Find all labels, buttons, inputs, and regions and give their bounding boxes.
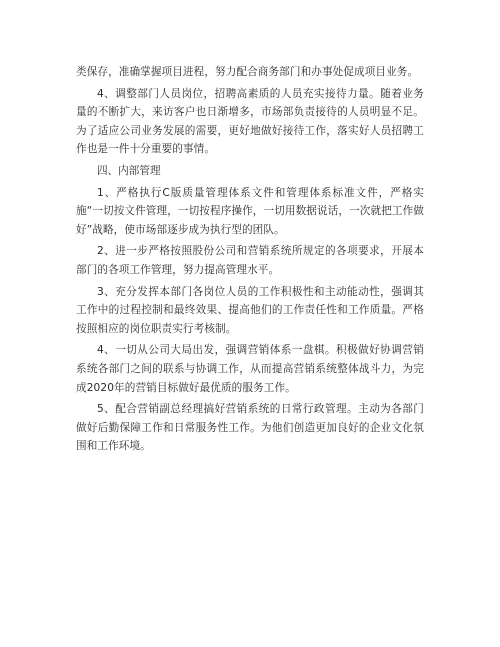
paragraph-item-1: 1、严格执行C版质量管理体系文件和管理体系标准文件，严格实施“一切按文件管理，一切按程序操作，一切用数据说话，一次就把工作做好”战略，使市场部逐步成为执行型的团队。 <box>76 186 424 236</box>
paragraph-item-4-staffing: 4、调整部门人员岗位，招聘高素质的人员充实接待力量。随着业务量的不断扩大，来访客户也日渐增多，市场部负责接待的人员明显不足。为了适应公司业务发展的需要，更好地做好接待工作，落实好人员招聘工作也是一件十分重要的事情。 <box>76 87 424 156</box>
paragraph-item-3: 3、充分发挥本部门各岗位人员的工作积极性和主动能动性，强调其工作中的过程控制和最终效果、提高他们的工作责任性和工作质量。严格按照相应的岗位职责实行考核制。 <box>76 285 424 335</box>
paragraph-item-5: 5、配合营销副总经理搞好营销系统的日常行政管理。主动为各部门做好后勤保障工作和日常服务性工作。为他们创造更加良好的企业文化氛围和工作环境。 <box>76 403 424 453</box>
paragraph-item-4: 4、一切从公司大局出发，强调营销体系一盘棋。积极做好协调营销系统各部门之间的联系与协调工作，从而提高营销系统整体战斗力，为完成2020年的营销目标做好最优质的服务工作。 <box>76 344 424 394</box>
paragraph-item-2: 2、进一步严格按照股份公司和营销系统所规定的各项要求，开展本部门的各项工作管理，努力提高管理水平。 <box>76 245 424 276</box>
section-heading-internal-management: 四、内部管理 <box>97 164 161 177</box>
paragraph-continuation: 类保存，准确掌握项目进程，努力配合商务部门和办事处促成项目业务。 <box>76 66 419 78</box>
document-body <box>76 63 424 456</box>
